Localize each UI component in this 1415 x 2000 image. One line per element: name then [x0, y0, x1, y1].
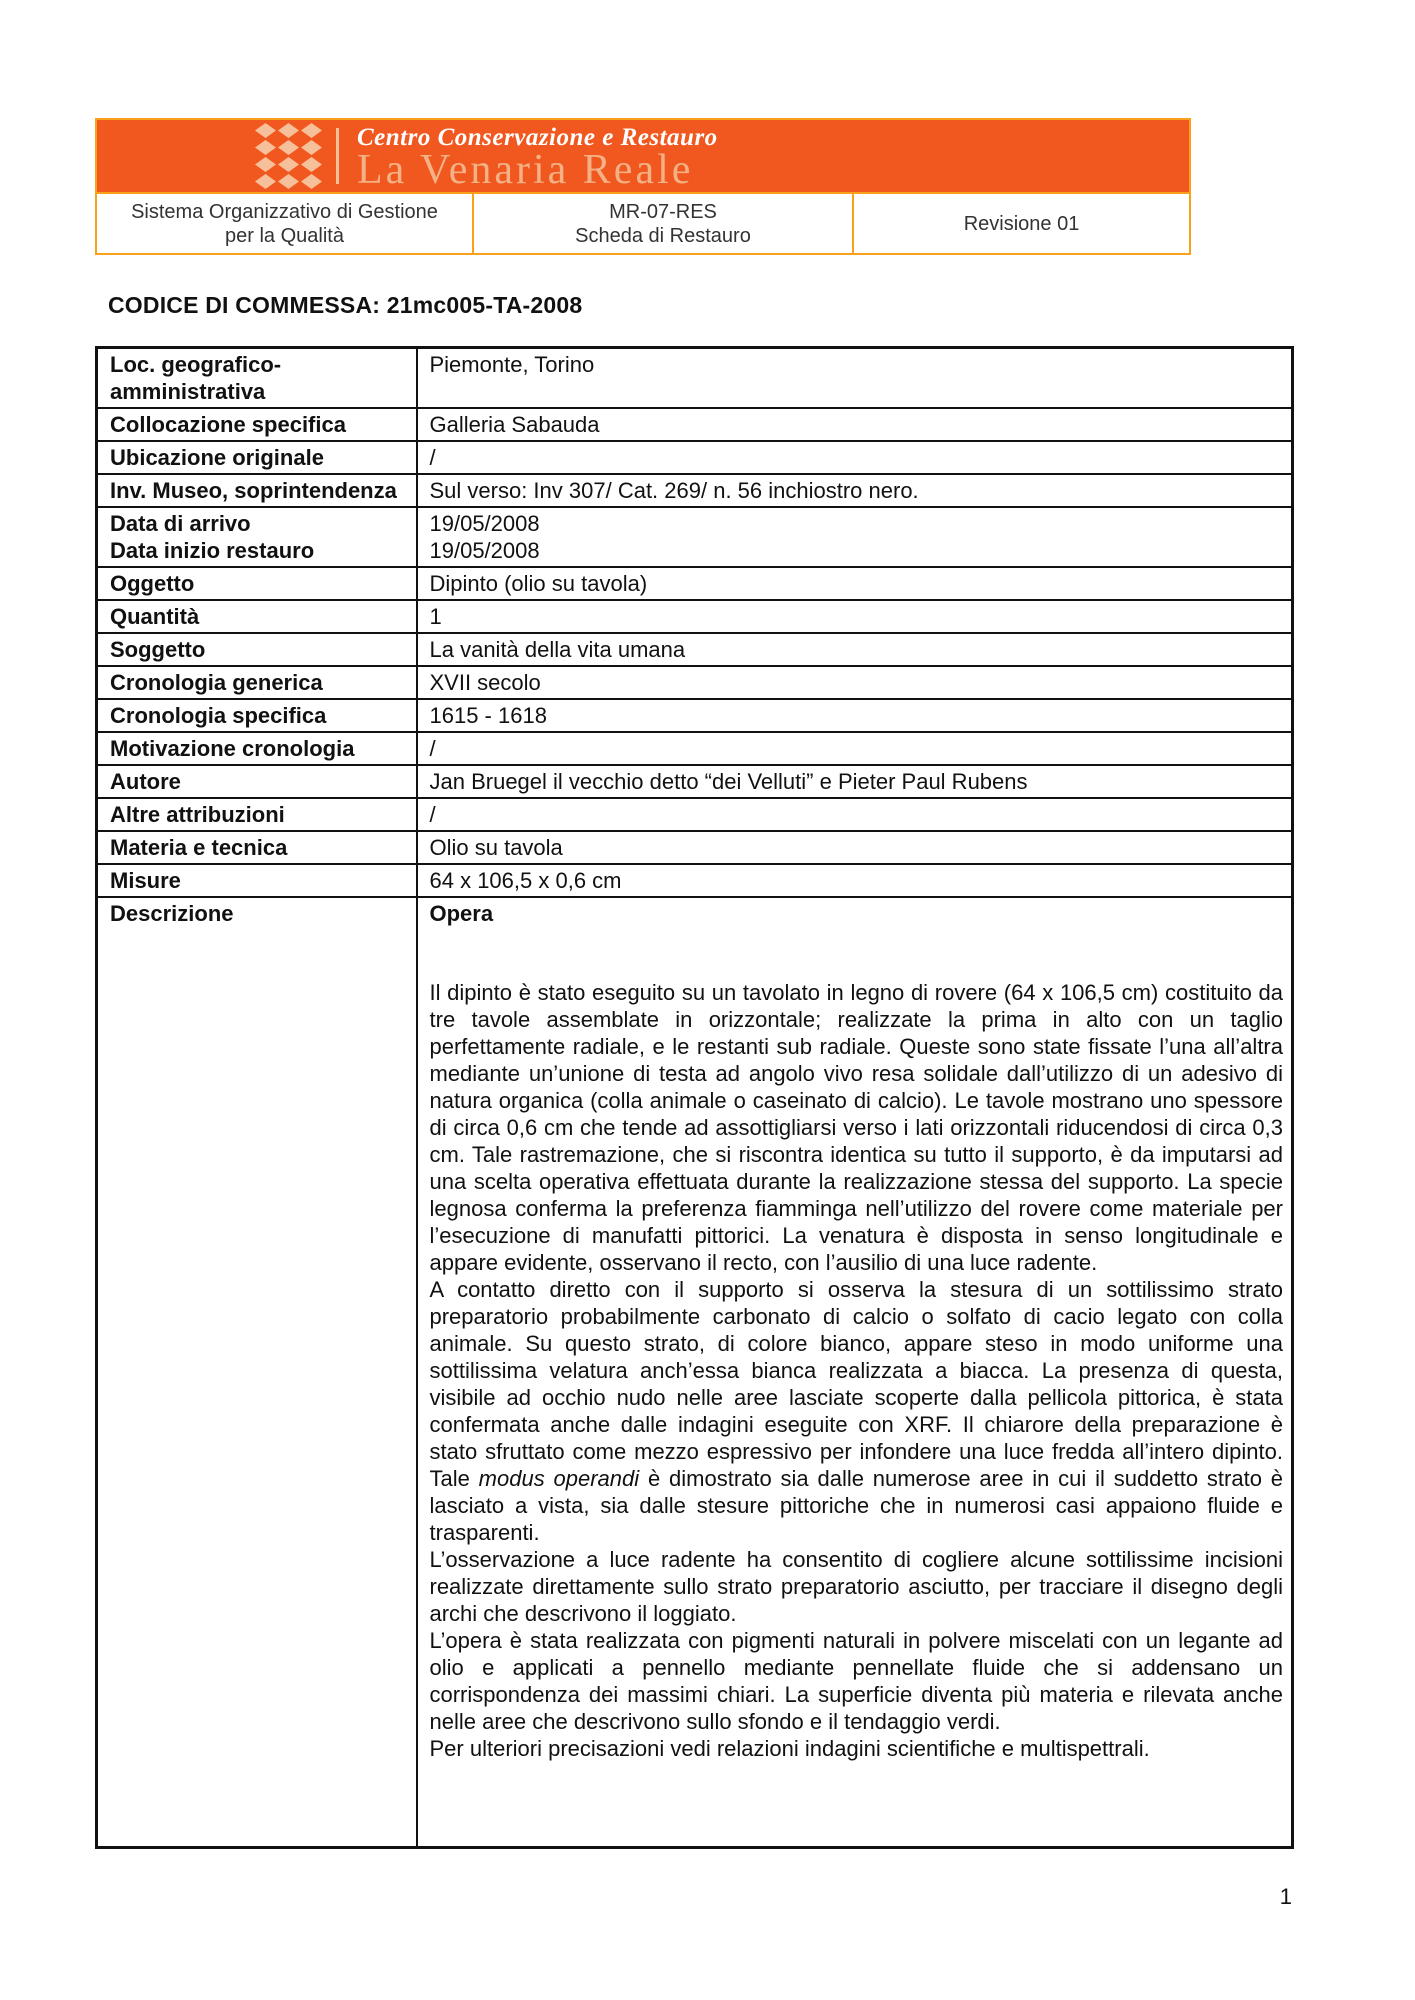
- field-label-line2: Data inizio restauro: [110, 538, 315, 563]
- field-label: Collocazione specifica: [97, 408, 417, 441]
- description-cell: [417, 897, 1293, 1847]
- field-value: Jan Bruegel il vecchio detto “dei Velluti” e Pieter Paul Rubens: [417, 765, 1293, 798]
- field-label: Oggetto: [97, 567, 417, 600]
- field-value: 1615 - 1618: [417, 699, 1293, 732]
- field-value: Olio su tavola: [417, 831, 1293, 864]
- header-band: [97, 120, 1189, 192]
- field-label: Quantità: [97, 600, 417, 633]
- doc-code: MR-07-RES: [609, 200, 717, 223]
- diamond-shape: [255, 140, 276, 155]
- field-value: /: [417, 732, 1293, 765]
- diamond-shape: [278, 157, 299, 172]
- diamond-shape: [301, 157, 322, 172]
- field-value: /: [417, 441, 1293, 474]
- table-row: [97, 897, 1293, 1847]
- field-label: Descrizione: [97, 897, 417, 1847]
- description-italic-term: modus operandi: [478, 1466, 640, 1491]
- field-label: Ubicazione originale: [97, 441, 417, 474]
- table-row: [97, 831, 1293, 864]
- description-paragraph: Per ulteriori precisazioni vedi relazioni indagini scientifiche e multispettrali.: [429, 1736, 1150, 1761]
- diamond-shape: [301, 123, 322, 138]
- logo-divider: [336, 128, 339, 184]
- field-value-line2: 19/05/2008: [429, 538, 540, 563]
- diamond-shape: [255, 174, 276, 189]
- table-row: [97, 765, 1293, 798]
- diamond-shape: [255, 157, 276, 172]
- commission-value: 21mc005-TA-2008: [386, 292, 583, 318]
- field-value: Piemonte, Torino: [417, 348, 1293, 409]
- table-row: [97, 699, 1293, 732]
- quality-system-cell: [97, 194, 472, 253]
- table-row: [97, 408, 1293, 441]
- commission-label: CODICE DI COMMESSA:: [108, 292, 381, 318]
- org-wordmark: [357, 122, 718, 191]
- revision-cell: [852, 194, 1189, 253]
- field-value: La vanità della vita umana: [417, 633, 1293, 666]
- table-row: [97, 633, 1293, 666]
- table-row: [97, 666, 1293, 699]
- field-value: Dipinto (olio su tavola): [417, 567, 1293, 600]
- field-value: [417, 507, 1293, 567]
- description-paragraph-text: è dimostrato sia dalle numerose aree in cui il suddetto strato è lasciato a vista, sia dalle stesure pittoriche che in numerosi casi appaiono fluide e trasparenti.: [429, 1466, 1283, 1545]
- field-value: Galleria Sabauda: [417, 408, 1293, 441]
- table-row: [97, 441, 1293, 474]
- doc-type: Scheda di Restauro: [575, 224, 751, 247]
- diamond-shape: [301, 174, 322, 189]
- field-label-line1: Data di arrivo: [110, 511, 251, 536]
- table-row: [97, 348, 1293, 409]
- field-label: Autore: [97, 765, 417, 798]
- description-paragraph: L’osservazione a luce radente ha consentito di cogliere alcune sottilissime incisioni realizzate direttamente sullo strato preparatorio asciutto, per tracciare il disegno degli archi che descrivono il loggiato.: [429, 1547, 1283, 1626]
- field-label: Cronologia specifica: [97, 699, 417, 732]
- field-label: Inv. Museo, soprintendenza: [97, 474, 417, 507]
- description-paragraph: [430, 1276, 1284, 1546]
- field-value: XVII secolo: [417, 666, 1293, 699]
- field-label: Materia e tecnica: [97, 831, 417, 864]
- description-paragraph: L’opera è stata realizzata con pigmenti naturali in polvere miscelati con un legante ad olio e applicati a pennello mediante pennellate fluide che si addensano un corrispondenza dei massimi chiari. La superficie diventa più materia e rilevata anche nelle aree che descrivono sullo sfondo e il tendaggio verdi.: [429, 1628, 1283, 1734]
- org-title: Centro Conservazione e Restauro: [357, 123, 718, 151]
- table-row: [97, 864, 1293, 897]
- diamond-shape: [278, 140, 299, 155]
- revision-label: Revisione 01: [963, 212, 1080, 235]
- field-value: Sul verso: Inv 307/ Cat. 269/ n. 56 inchiostro nero.: [417, 474, 1293, 507]
- table-row: [97, 474, 1293, 507]
- quality-system-line2: per la Qualità: [225, 224, 344, 247]
- org-name: La Venaria Reale: [357, 146, 694, 192]
- field-label: Misure: [97, 864, 417, 897]
- diamond-shape: [278, 123, 299, 138]
- quality-system-line1: Sistema Organizzativo di Gestione: [131, 200, 438, 223]
- table-row: [97, 732, 1293, 765]
- field-label: Altre attribuzioni: [97, 798, 417, 831]
- field-label: Soggetto: [97, 633, 417, 666]
- header: [95, 118, 1191, 255]
- field-value-line1: 19/05/2008: [429, 511, 540, 536]
- field-label: Loc. geografico-amministrativa: [97, 348, 417, 409]
- description-paragraph: Il dipinto è stato eseguito su un tavolato in legno di rovere (64 x 106,5 cm) costituito da tre tavole assemblate in orizzontale; realizzate la prima in alto con un taglio perfettamente radiale, e le restanti sub radiale. Queste sono state fissate l’una all’altra mediante un’unione di testa ad angolo vivo resa solidale dall’utilizzo di un adesivo di natura organica (colla animale o caseinato di calcio). Le tavole mostrano uno spessore di circa 0,6 cm che tende ad assottigliarsi verso i lati orizzontali riducendosi di circa 0,3 cm. Tale rastremazione, che si riscontra identica su tutto il supporto, è da imputarsi ad una scelta operativa effettuata durante la realizzazione stessa del supporto. La specie legnosa conferma la preferenza fiamminga nell’utilizzo del rovere come materiale per l’esecuzione di manufatti pittorici. La venatura è disposta in senso longitudinale e appare evidente, osservano il recto, con l’ausilio di una luce radente.: [429, 980, 1283, 1275]
- restoration-record-table: [95, 346, 1294, 1849]
- description-heading: Opera: [429, 901, 494, 926]
- field-label: Cronologia generica: [97, 666, 417, 699]
- table-row: [97, 507, 1293, 567]
- header-cells: [97, 192, 1189, 253]
- diamond-shape: [301, 140, 322, 155]
- diamond-shape: [255, 123, 276, 138]
- field-value: 1: [417, 600, 1293, 633]
- field-label: Motivazione cronologia: [97, 732, 417, 765]
- field-label: [97, 507, 417, 567]
- table-row: [97, 600, 1293, 633]
- table-row: [97, 567, 1293, 600]
- commission-code-title: [108, 292, 582, 319]
- field-value: /: [417, 798, 1293, 831]
- page-number: 1: [1279, 1884, 1292, 1909]
- doc-code-cell: [472, 194, 852, 253]
- diamond-shape: [278, 174, 299, 189]
- diamond-pattern-logo: [255, 123, 322, 189]
- table-row: [97, 798, 1293, 831]
- field-value: 64 x 106,5 x 0,6 cm: [417, 864, 1293, 897]
- description-paragraph-text: A contatto diretto con il supporto si osserva la stesura di un sottilissimo strato preparatorio probabilmente carbonato di calcio o solfato di cacio legato con colla animale. Su questo strato, di colore bianco, appare steso in modo uniforme una sottilissima velatura anch’essa bianca realizzata a biacca. La presenza di questa, visibile ad occhio nudo nelle aree lasciate scoperte dalla pellicola pittorica, è stata confermata anche dalle indagini eseguite con XRF. Il chiarore della preparazione è stato sfruttato come mezzo espressivo per infondere una luce fredda all’intero dipinto. Tale: [429, 1277, 1283, 1491]
